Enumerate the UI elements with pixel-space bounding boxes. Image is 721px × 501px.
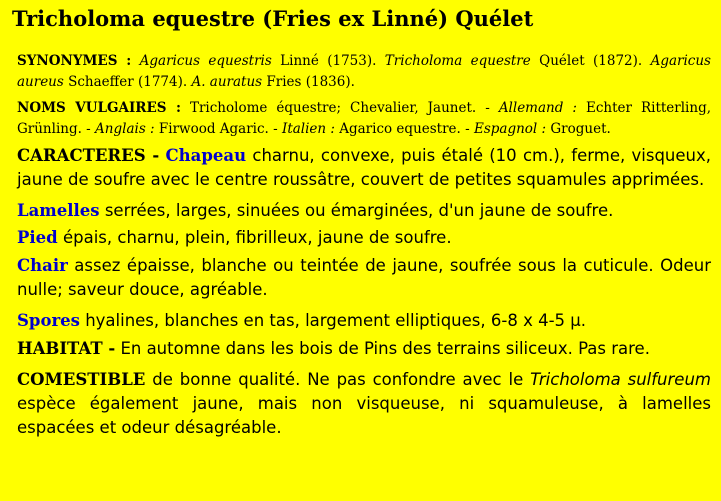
synonym-4-author: Fries (1836). — [262, 74, 355, 90]
synonym-4: A. auratus — [191, 74, 263, 90]
chapeau-label: Chapeau — [165, 146, 247, 165]
synonym-1-author: Linné (1753). — [271, 53, 385, 69]
spores-paragraph — [17, 309, 711, 333]
noms-espagnol-label: Espagnol : — [473, 121, 547, 137]
lamelles-text: serrées, larges, sinuées ou émarginées, d'un jaune de soufre. — [99, 201, 614, 220]
chair-text: assez épaisse, blanche ou teintée de jaune, soufrée sous la cuticule. Odeur nulle; saveur douce, agréable. — [17, 256, 711, 299]
lamelles-paragraph — [17, 199, 711, 223]
chapeau-text: charnu, convexe, puis étalé (10 cm.), ferme, visqueux, jaune de soufre avec le centre roussâtre, couvert de petites squamules apprimées. — [17, 146, 711, 189]
synonym-3: Agaricus aureus — [17, 53, 711, 90]
comestible-text-1: de bonne qualité. Ne pas confondre avec le — [145, 370, 531, 389]
habitat-label: HABITAT - — [17, 339, 116, 358]
synonym-3-author: Schaeffer (1774). — [63, 74, 192, 90]
habitat-paragraph — [17, 337, 711, 361]
noms-anglais-label: Anglais : — [95, 121, 155, 137]
pied-text: épais, charnu, plein, fibrilleux, jaune de soufre. — [57, 228, 452, 247]
lamelles-label: Lamelles — [17, 201, 100, 220]
page-title: Tricholoma equestre (Fries ex Linné) Quélet — [12, 6, 534, 31]
synonymes-label: SYNONYMES : — [17, 53, 132, 69]
chair-label: Chair — [17, 256, 68, 275]
noms-label: NOMS VULGAIRES : — [17, 100, 181, 116]
comestible-label: COMESTIBLE — [17, 370, 146, 389]
synonymes-paragraph — [17, 51, 711, 93]
pied-paragraph — [17, 226, 711, 250]
noms-allemand: Echter Ritterling, Grünling. - — [17, 100, 712, 137]
synonym-2-author: Quélet (1872). — [530, 53, 651, 69]
spores-text: hyalines, blanches en tas, largement elliptiques, 6-8 x 4-5 µ. — [79, 311, 587, 330]
noms-espagnol: Groguet. — [546, 121, 611, 137]
synonym-2: Tricholoma equestre — [384, 53, 531, 69]
noms-allemand-label: Allemand : — [498, 100, 577, 116]
noms-italien-label: Italien : — [281, 121, 335, 137]
comestible-species: Tricholoma sulfureum — [530, 370, 711, 389]
chair-paragraph — [17, 254, 711, 302]
noms-french: Tricholome équestre; Chevalier, Jaunet. - — [180, 100, 499, 116]
noms-anglais: Firwood Agaric. - — [154, 121, 282, 137]
pied-label: Pied — [17, 228, 58, 247]
caracteres-paragraph — [17, 144, 711, 192]
noms-vulgaires-paragraph — [17, 98, 711, 140]
comestible-paragraph — [17, 368, 711, 440]
caracteres-label: CARACTERES - — [17, 146, 160, 165]
habitat-text: En automne dans les bois de Pins des terrains siliceux. Pas rare. — [115, 339, 650, 358]
comestible-text-2: espèce également jaune, mais non visqueuse, ni squamuleuse, à lamelles espacées et odeur désagréable. — [17, 394, 711, 437]
spores-label: Spores — [17, 311, 80, 330]
synonym-1: Agaricus equestris — [139, 53, 272, 69]
noms-italien: Agarico equestre. - — [334, 121, 474, 137]
